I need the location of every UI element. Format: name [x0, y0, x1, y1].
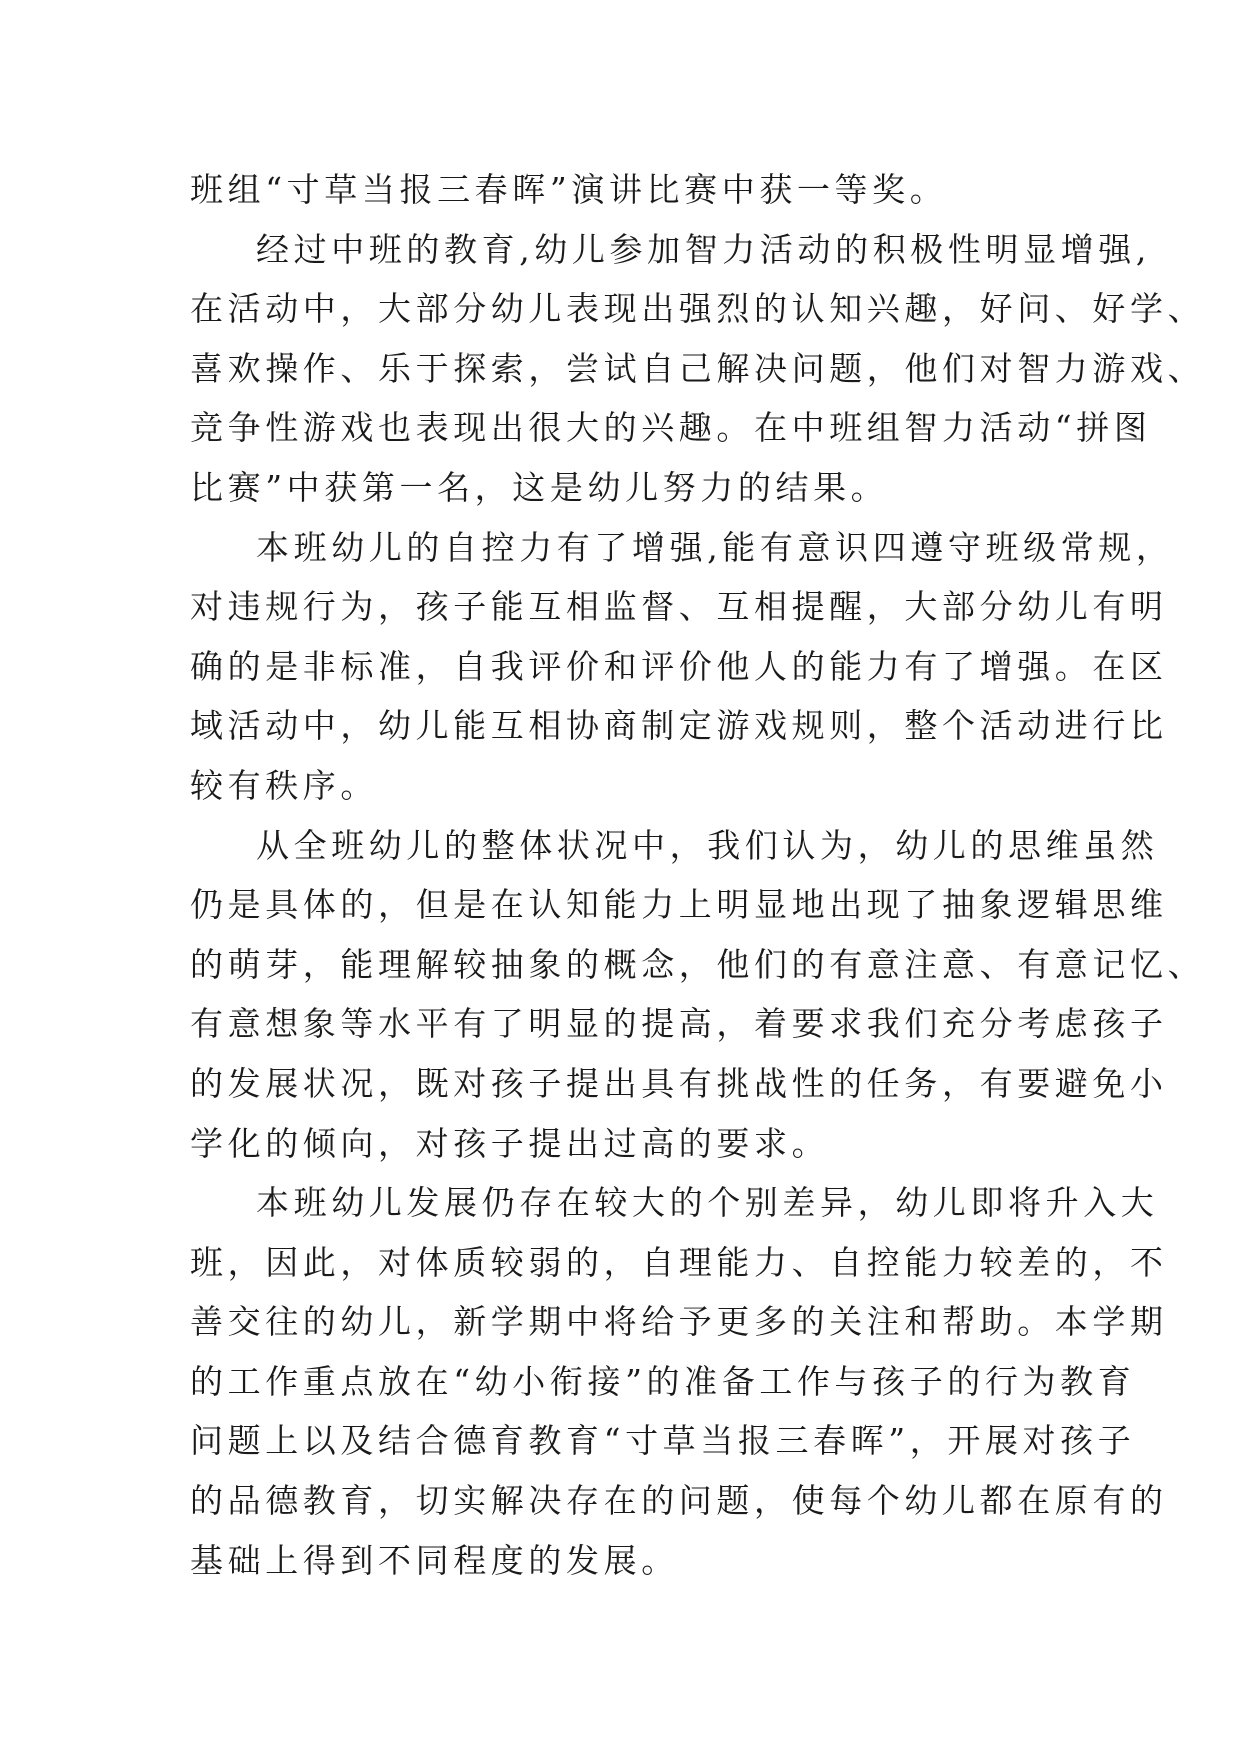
- text-line: 竞争性游戏也表现出很大的兴趣。在中班组智力活动“拼图: [190, 408, 1152, 448]
- text-line: 学化的倾向，对孩子提出过高的要求。: [190, 1123, 830, 1163]
- paragraph-1: [190, 160, 1050, 220]
- text-line: 善交往的幼儿，新学期中将给予更多的关注和帮助。本学期: [190, 1302, 1168, 1342]
- text-line: 对违规行为，孩子能互相监督、互相提醒，大部分幼儿有明: [190, 587, 1168, 627]
- text-line: 比赛”中获第一名，这是幼儿努力的结果。: [190, 467, 889, 507]
- paragraph-2: [190, 220, 1206, 518]
- text-line: 仍是具体的，但是在认知能力上明显地出现了抽象逻辑思维: [190, 885, 1168, 925]
- text-line: 班组“寸草当报三春晖”演讲比赛中获一等奖。: [190, 170, 948, 209]
- text-line: 问题上以及结合德育教育“寸草当报三春晖”，开展对孩子: [190, 1421, 1136, 1461]
- text-line: 的工作重点放在“幼小衔接”的准备工作与孩子的行为教育: [190, 1361, 1136, 1401]
- text-line: 有意想象等水平有了明显的提高，着要求我们充分考虑孩子: [190, 1004, 1168, 1044]
- text-line: 较有秩序。: [190, 765, 378, 805]
- text-line: 喜欢操作、乐于探索，尝试自己解决问题，他们对智力游戏、: [190, 348, 1206, 388]
- text-line: 经过中班的教育,幼儿参加智力活动的积极性明显增强,: [256, 229, 1151, 269]
- text-line: 基础上得到不同程度的发展。: [190, 1540, 679, 1580]
- text-line: 从全班幼儿的整体状况中，我们认为，幼儿的思维虽然: [256, 825, 1159, 865]
- text-line: 班，因此，对体质较弱的，自理能力、自控能力较差的，不: [190, 1242, 1168, 1282]
- text-line: 的发展状况，既对孩子提出具有挑战性的任务，有要避免小: [190, 1063, 1168, 1103]
- text-line: 确的是非标准，自我评价和评价他人的能力有了增强。在区: [190, 646, 1168, 686]
- paragraph-3: [190, 518, 1174, 816]
- text-line: 本班幼儿发展仍存在较大的个别差异，幼儿即将升入大: [256, 1183, 1159, 1223]
- paragraph-5: [190, 1173, 1168, 1590]
- text-line: 的萌芽，能理解较抽象的概念，他们的有意注意、有意记忆、: [190, 944, 1206, 984]
- document-body: [190, 160, 1206, 1590]
- text-line: 域活动中，幼儿能互相协商制定游戏规则，整个活动进行比: [190, 706, 1168, 746]
- paragraph-4: [190, 816, 1206, 1174]
- text-line: 在活动中，大部分幼儿表现出强烈的认知兴趣，好问、好学、: [190, 289, 1206, 329]
- text-line: 本班幼儿的自控力有了增强,能有意识四遵守班级常规，: [256, 527, 1174, 567]
- text-line: 的品德教育，切实解决存在的问题，使每个幼儿都在原有的: [190, 1481, 1168, 1521]
